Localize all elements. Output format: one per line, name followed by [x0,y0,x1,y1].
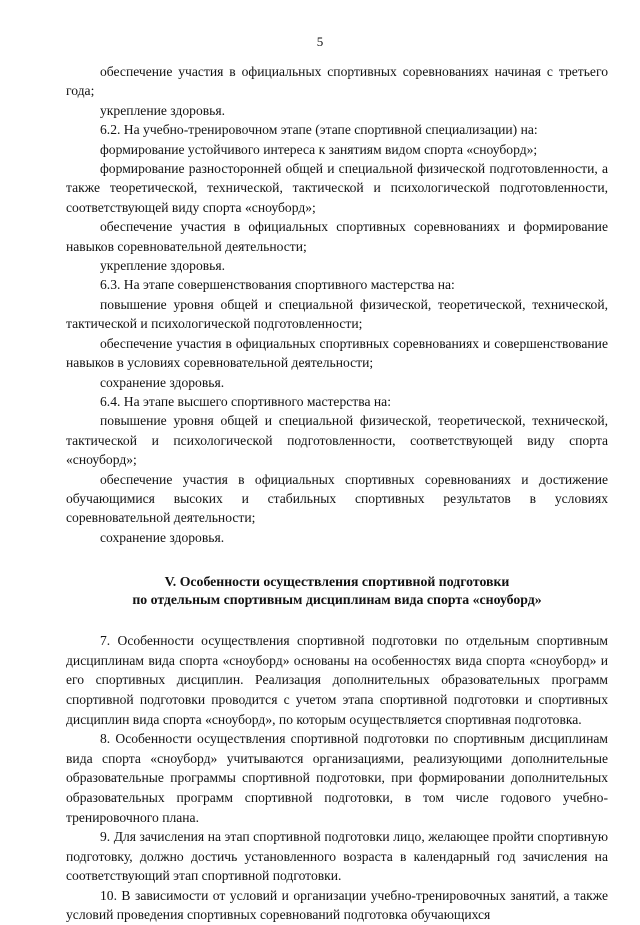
document-body [66,62,608,925]
paragraph: укрепление здоровья. [100,102,226,118]
paragraph: сохранение здоровья. [100,529,225,545]
paragraph: повышение уровня общей и специальной физической, теоретической, технической, тактической и психологической подготовленности, соответствующей виду спорта «сноуборд»; [66,413,608,468]
paragraph: обеспечение участия в официальных спортивных соревнованиях и формирование навыков соревновательной деятельности; [66,219,608,254]
section-heading-line-2: по отдельным спортивным дисциплинам вида спорта «сноуборд» [132,592,542,608]
paragraph: обеспечение участия в официальных спортивных соревнованиях и достижение обучающимися высоких и стабильных спортивных результатов в условиях соревновательной деятельности; [66,471,608,526]
paragraph: обеспечение участия в официальных спортивных соревнованиях и совершенствование навыков в условиях соревновательной деятельности; [66,335,608,371]
paragraph: 7. Особенности осуществления спортивной подготовки по отдельным спортивным дисциплинам вида спорта «сноуборд» основаны на особенностях вида спорта «сноуборд» и его спортивных дисциплин. Реализация дополнительных образовательных программ спортивной подготовки проводится с учетом этапа спортивной подготовки и спортивных дисциплин вида спорта «сноуборд», по которым осуществляется спортивная подготовка. [66,633,608,727]
paragraph: укрепление здоровья. [100,258,226,274]
paragraph: повышение уровня общей и специальной физической, теоретической, технической, тактической и психологической подготовленности; [66,296,608,332]
page-number: 5 [316,34,324,49]
paragraph: сохранение здоровья. [100,374,225,390]
paragraph: обеспечение участия в официальных спортивных соревнованиях начиная с третьего года; [66,64,608,99]
paragraph: 10. В зависимости от условий и организации учебно-тренировочных занятий, а также условий проведения спортивных соревнований подготовка обучающихся [66,887,608,923]
paragraph: 6.2. На учебно-тренировочном этапе (этапе спортивной специализации) на: [100,122,538,138]
section-body [66,631,608,925]
paragraph: формирование разносторонней общей и специальной физической подготовленности, а также теоретической, технической, тактической и психологической подготовленности, соответствующей виду спорта «сноуборд»; [66,161,608,215]
paragraph: 6.4. На этапе высшего спортивного мастерства на: [100,393,391,409]
paragraph: 6.3. На этапе совершенствования спортивного мастерства на: [100,277,455,293]
section-heading-line-1: V. Особенности осуществления спортивной подготовки [164,574,510,590]
paragraph: формирование устойчивого интереса к занятиям видом спорта «сноуборд»; [100,141,538,157]
section-heading [66,573,608,609]
paragraph: 8. Особенности осуществления спортивной подготовки по спортивным дисциплинам вида спорта «сноуборд» учитываются организациями, реализующими дополнительные образовательные программы спортивной подготовки, при формировании дополнительных образовательных программ спортивной подготовки, в том числе годового учебно-тренировочного плана. [66,731,608,825]
paragraph: 9. Для зачисления на этап спортивной подготовки лицо, желающее пройти спортивную подготовку, должно достичь установленного возраста в календарный год зачисления на соответствующий этап спортивной подготовки. [66,829,608,884]
